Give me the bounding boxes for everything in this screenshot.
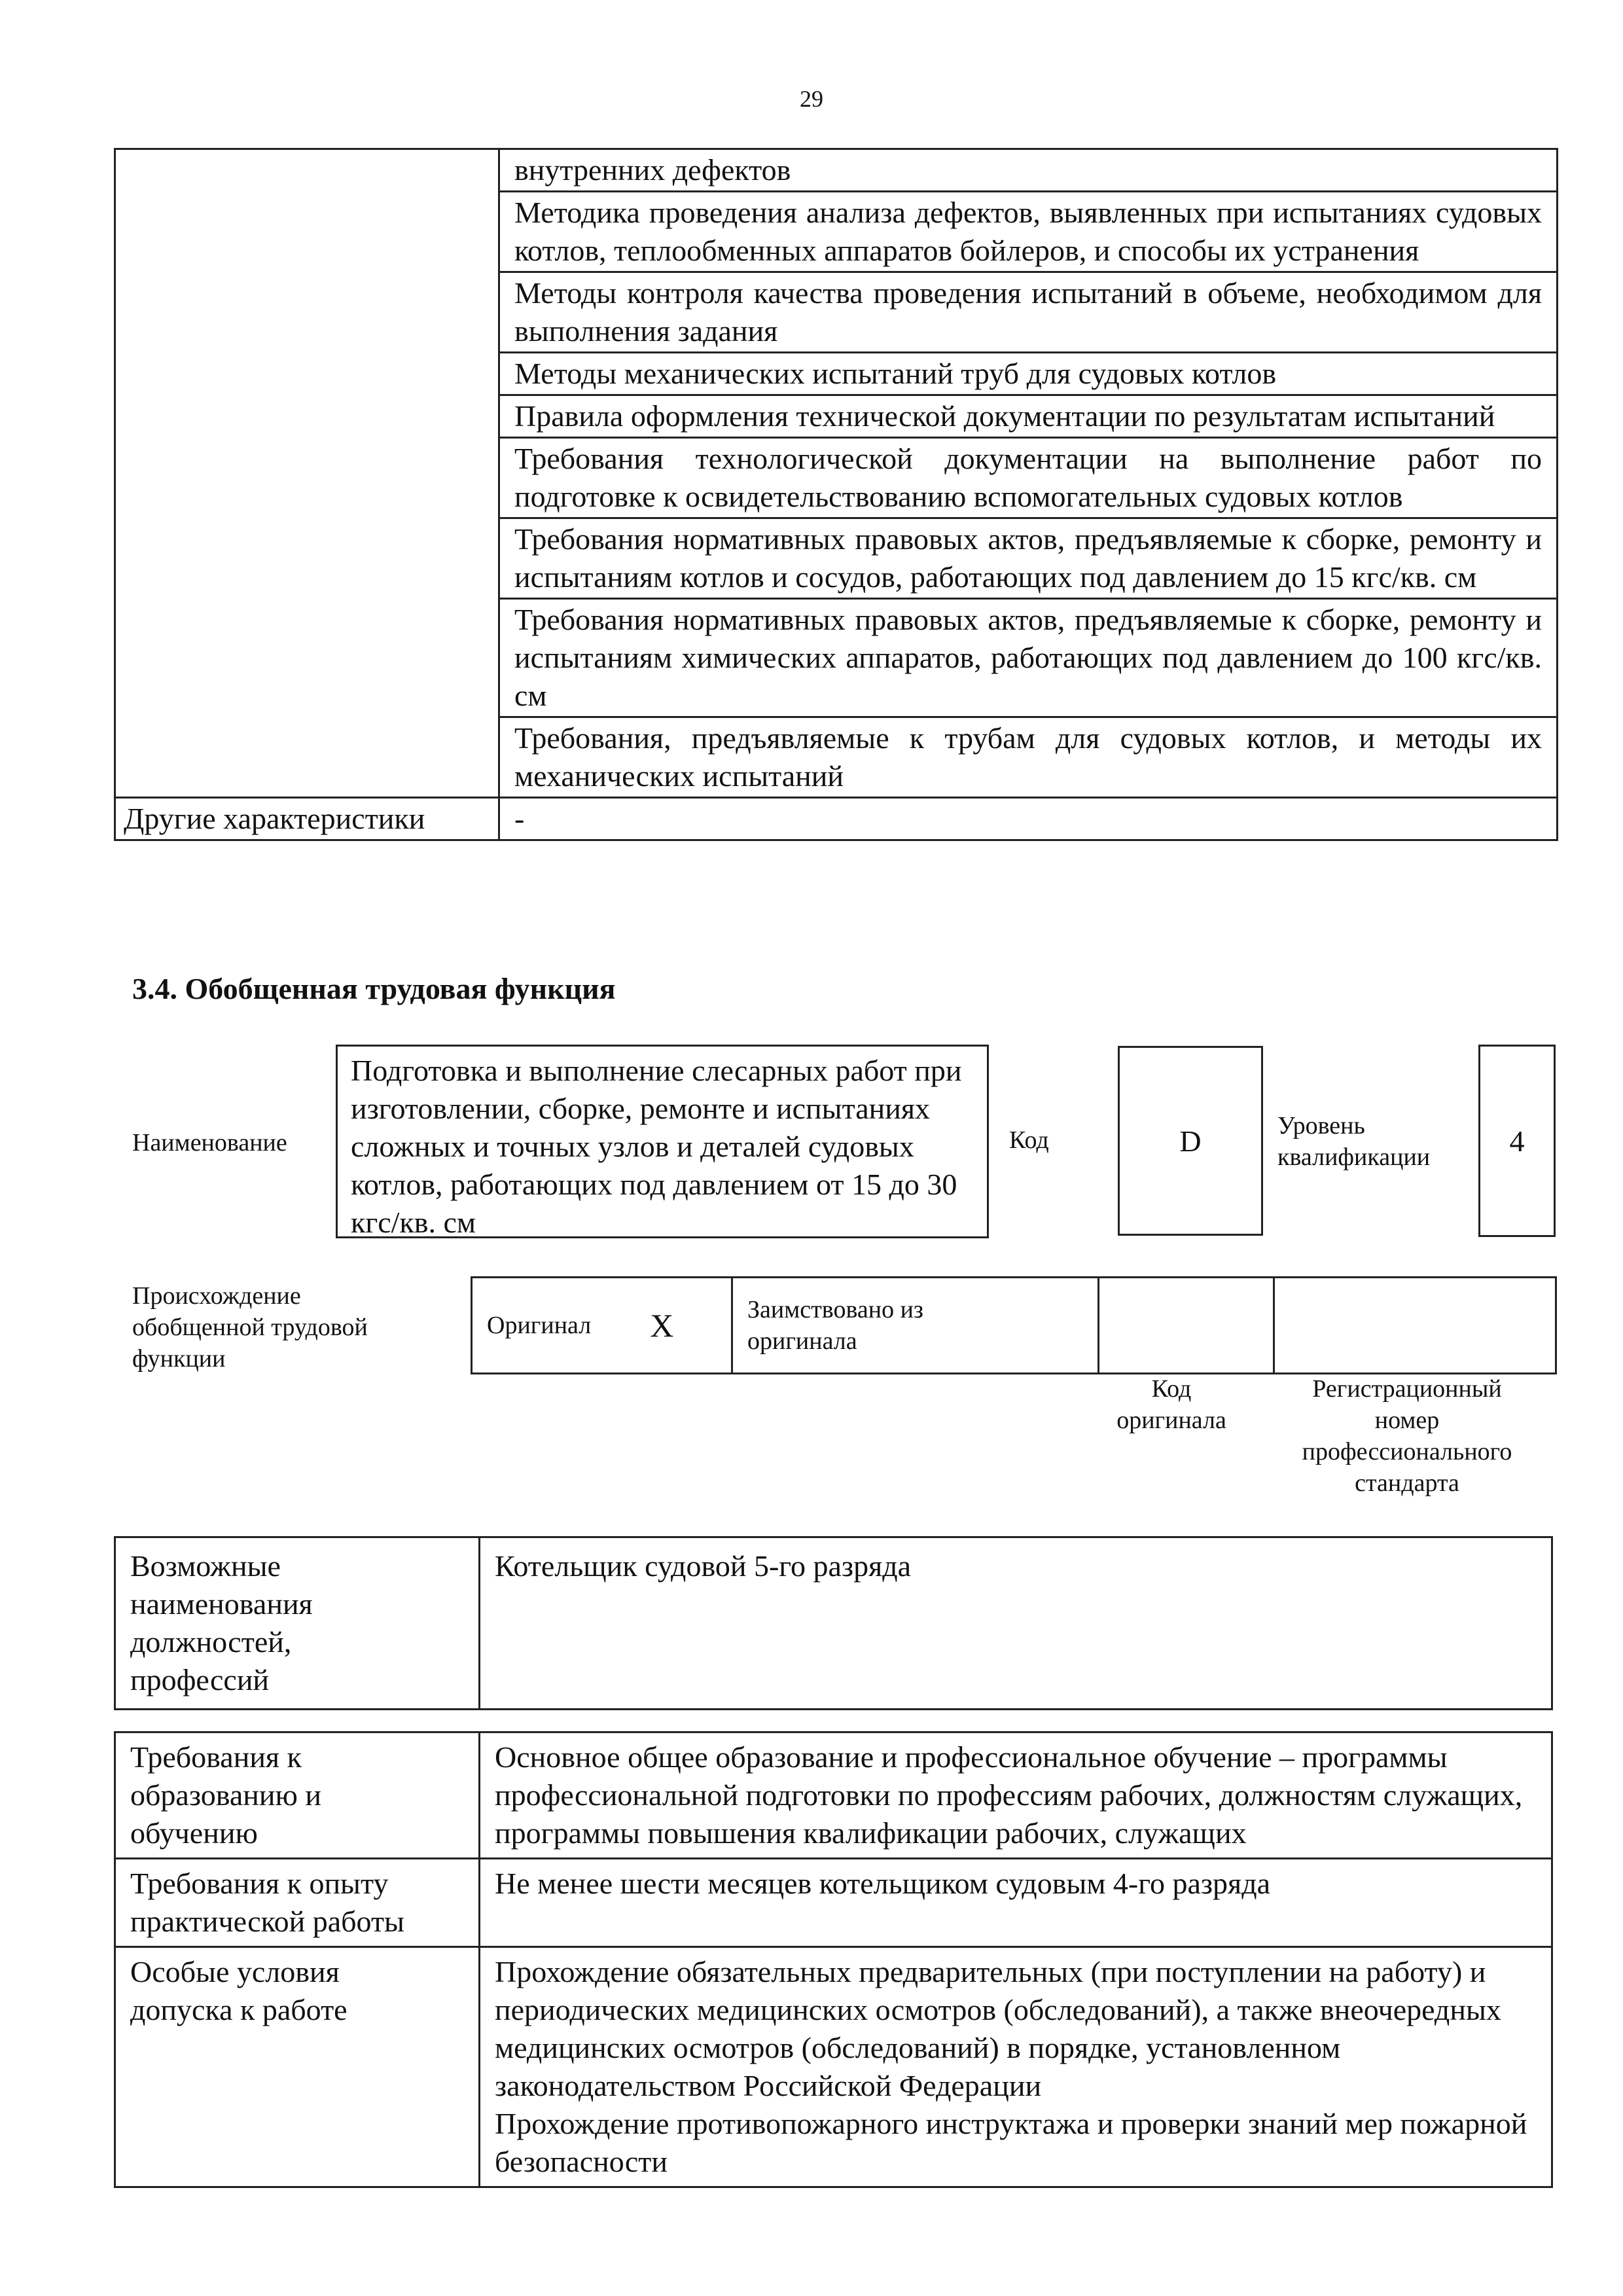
- original-code-cell: [1099, 1278, 1274, 1374]
- conditions-value: [480, 1947, 1552, 2187]
- original-cell: [472, 1278, 732, 1374]
- original-label: Оригинал: [487, 1312, 592, 1339]
- positions-value: Котельщик судовой 5-го разряда: [480, 1537, 1552, 1710]
- other-characteristics-value: -: [499, 798, 1558, 840]
- function-name-box: Подготовка и выполнение слесарных работ при изготовлении, сборке, ремонте и испытаниях сложных и точных узлов и деталей судовых котлов, работающих под давлением от 15 до 30 кгс/кв. см: [336, 1045, 989, 1238]
- original-code-caption: [1099, 1373, 1243, 1436]
- knowledge-row: Методы механических испытаний труб для судовых котлов: [499, 353, 1558, 395]
- code-value: D: [1179, 1124, 1202, 1158]
- education-label: [115, 1732, 480, 1859]
- caption-line: профессионального: [1302, 1438, 1512, 1465]
- requirements-table: [114, 1731, 1553, 2188]
- education-label-line: образованию и: [130, 1778, 321, 1812]
- experience-label-line: практической работы: [130, 1905, 404, 1938]
- borrowed-cell: [732, 1278, 1099, 1374]
- knowledge-row: внутренних дефектов: [499, 149, 1558, 192]
- positions-label-line: Возможные: [130, 1549, 281, 1583]
- qualification-level-box: [1478, 1045, 1556, 1237]
- origin-label: [132, 1280, 368, 1374]
- experience-value: Не менее шести месяцев котельщиком судовым 4-го разряда: [480, 1859, 1552, 1947]
- page-number: 29: [800, 86, 823, 112]
- positions-label-line: наименования: [130, 1587, 313, 1621]
- knowledge-row: Правила оформления технической документации по результатам испытаний: [499, 395, 1558, 438]
- education-label-line: обучению: [130, 1816, 258, 1850]
- registration-number-caption: [1276, 1373, 1538, 1499]
- knowledge-row: Требования нормативных правовых актов, предъявляемые к сборке, ремонту и испытаниям котлов и сосудов, работающих под давлением до 15 кгс/кв. см: [499, 518, 1558, 599]
- positions-label-line: профессий: [130, 1663, 270, 1696]
- registration-number-cell: [1274, 1278, 1556, 1374]
- caption-line: номер: [1374, 1407, 1440, 1434]
- code-box: [1118, 1046, 1263, 1236]
- experience-label-line: Требования к опыту: [130, 1867, 389, 1900]
- conditions-paragraph: Прохождение обязательных предварительных (при поступлении на работу) и периодических медицинских осмотров (обследований), а также внеочередных медицинских осмотров (обследований) в порядке, установленном законодательством Российской Федерации: [495, 1955, 1501, 2102]
- qualification-level-label: [1277, 1110, 1430, 1173]
- level-label-line: Уровень: [1277, 1112, 1365, 1139]
- conditions-label-line: Особые условия: [130, 1955, 340, 1988]
- caption-line: Регистрационный: [1312, 1375, 1502, 1403]
- qualification-level-value: 4: [1509, 1124, 1525, 1158]
- experience-label: [115, 1859, 480, 1947]
- original-mark: X: [650, 1307, 674, 1344]
- positions-label-line: должностей,: [130, 1625, 292, 1659]
- code-label: Код: [1009, 1126, 1049, 1154]
- caption-line: Код: [1151, 1375, 1192, 1403]
- other-characteristics-label: Другие характеристики: [115, 798, 499, 840]
- borrowed-label-line: Заимствовано из: [747, 1296, 923, 1323]
- knowledge-left-cell: [115, 149, 499, 798]
- name-label: Наименование: [132, 1129, 287, 1157]
- borrowed-label-line: оригинала: [747, 1327, 857, 1355]
- origin-label-line: функции: [132, 1345, 226, 1372]
- origin-label-line: Происхождение: [132, 1282, 301, 1310]
- conditions-label: [115, 1947, 480, 2187]
- education-value: Основное общее образование и профессиональное обучение – программы профессиональной подготовки по профессиям рабочих, должностям служащих, программы повышения квалификации рабочих, служащих: [480, 1732, 1552, 1859]
- knowledge-row: Требования технологической документации на выполнение работ по подготовке к освидетельствованию вспомогательных судовых котлов: [499, 438, 1558, 518]
- knowledge-row: Методика проведения анализа дефектов, выявленных при испытаниях судовых котлов, теплообменных аппаратов бойлеров, и способы их устранения: [499, 192, 1558, 272]
- caption-line: стандарта: [1355, 1469, 1459, 1497]
- positions-label: [115, 1537, 480, 1710]
- origin-label-line: обобщенной трудовой: [132, 1314, 368, 1341]
- knowledge-row: Требования нормативных правовых актов, предъявляемые к сборке, ремонту и испытаниям химических аппаратов, работающих под давлением до 100 кгс/кв. см: [499, 599, 1558, 717]
- level-label-line: квалификации: [1277, 1143, 1431, 1171]
- origin-table: [471, 1276, 1557, 1374]
- knowledge-table: [114, 148, 1558, 841]
- knowledge-row: Требования, предъявляемые к трубам для судовых котлов, и методы их механических испытаний: [499, 717, 1558, 798]
- caption-line: оригинала: [1116, 1407, 1226, 1434]
- knowledge-row: Методы контроля качества проведения испытаний в объеме, необходимом для выполнения задания: [499, 272, 1558, 353]
- education-label-line: Требования к: [130, 1740, 302, 1774]
- section-heading: 3.4. Обобщенная трудовая функция: [132, 972, 616, 1005]
- positions-table: [114, 1536, 1553, 1710]
- conditions-paragraph: Прохождение противопожарного инструктажа и проверки знаний мер пожарной безопасности: [495, 2107, 1527, 2178]
- conditions-label-line: допуска к работе: [130, 1993, 348, 2026]
